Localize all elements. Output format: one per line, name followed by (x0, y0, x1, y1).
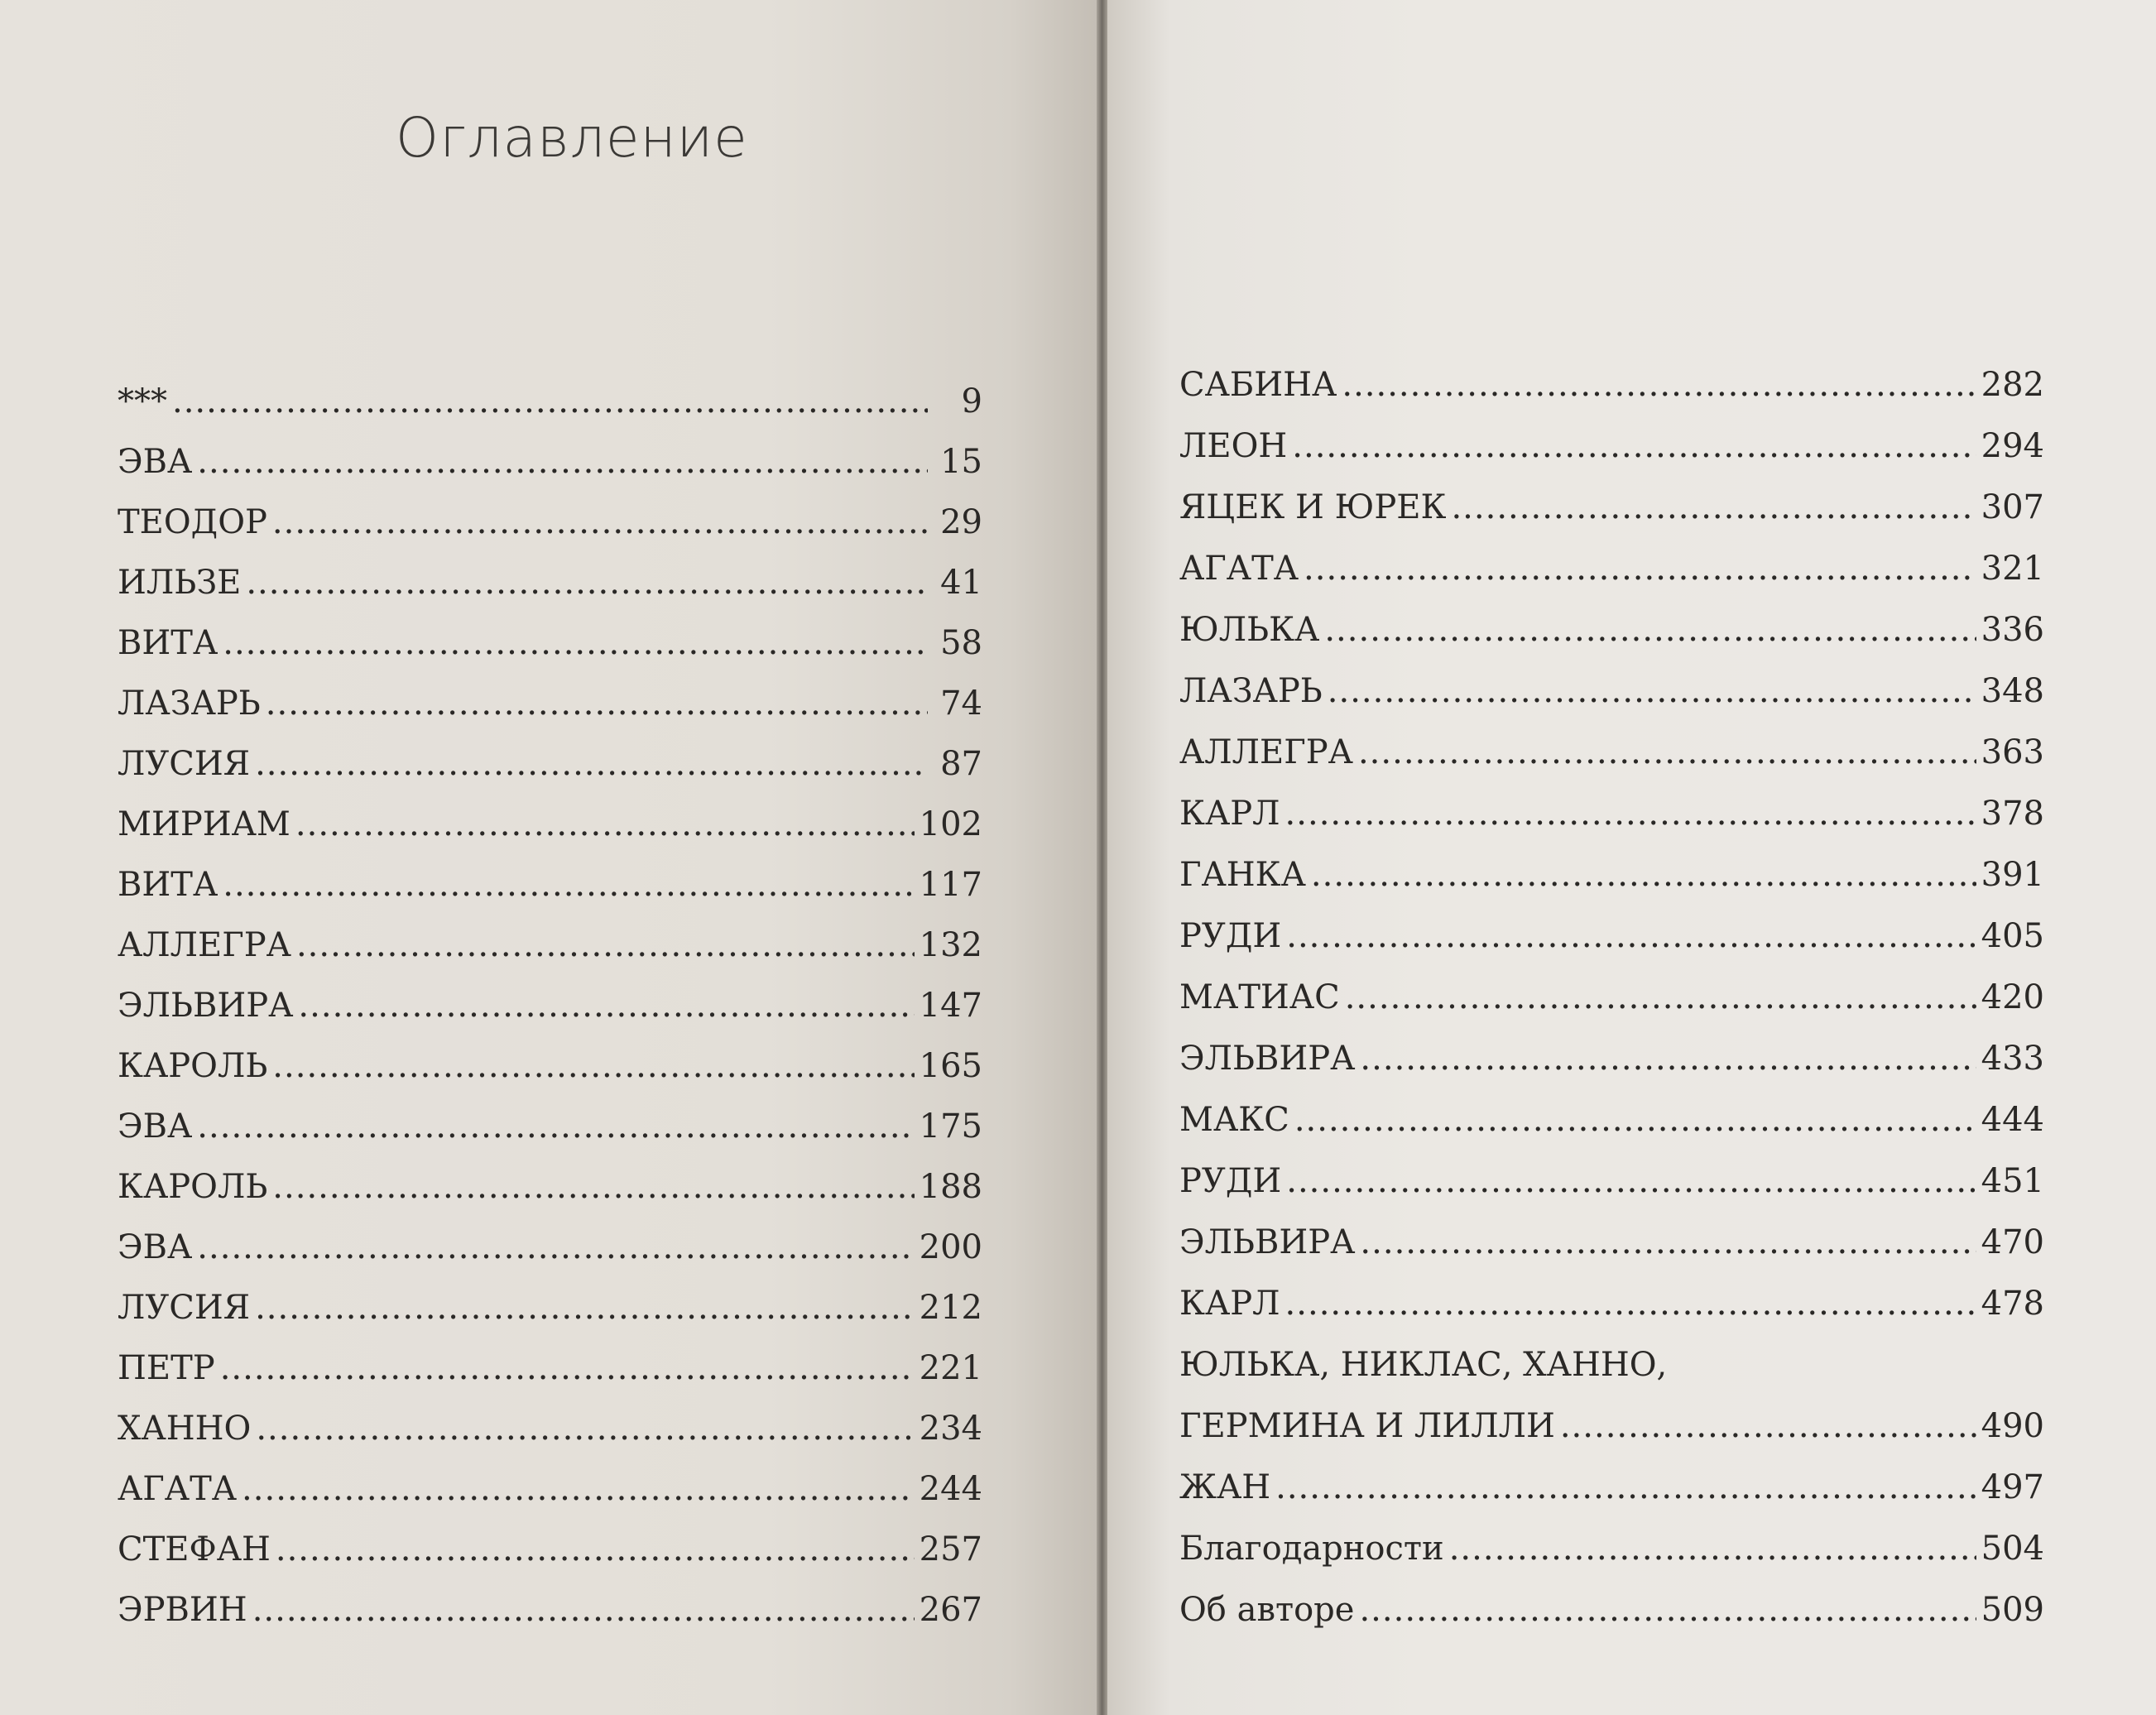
toc-entry-page-number: 267 (919, 1591, 982, 1629)
toc-entry-label: ВИТА (118, 866, 218, 904)
toc-dot-leader (172, 372, 928, 432)
toc-entry (1179, 783, 2044, 844)
toc-entry-label: ЭВА (118, 1107, 193, 1146)
toc-entry-page-number: 117 (919, 866, 982, 904)
toc-entry-page-number: 294 (1981, 427, 2044, 465)
toc-entry-page-number: 509 (1981, 1591, 2044, 1629)
toc-entry (118, 1459, 982, 1520)
toc-dot-leader (1560, 1396, 1976, 1457)
toc-entry (118, 613, 982, 674)
toc-dot-leader (1304, 538, 1976, 599)
toc-dot-leader (276, 1520, 915, 1580)
toc-entry (1179, 416, 2044, 477)
toc-left-column (118, 372, 982, 1641)
toc-dot-leader (220, 1338, 915, 1399)
toc-entry-label: ЮЛЬКА (1179, 611, 1320, 649)
toc-entry (118, 1278, 982, 1338)
toc-entry-page-number: 132 (919, 926, 982, 964)
toc-entry-label: ИЛЬЗЕ (118, 564, 242, 602)
toc-dot-leader (272, 1036, 914, 1097)
toc-dot-leader (1292, 416, 1976, 477)
toc-entry (118, 1036, 982, 1097)
toc-entry-page-number: 234 (919, 1410, 982, 1448)
toc-title: Оглавление (396, 106, 748, 170)
toc-entry-label: ЖАН (1179, 1468, 1271, 1506)
toc-entry-label: ЯЦЕК И ЮРЕК (1179, 488, 1447, 526)
toc-entry-label: АЛЛЕГРА (1179, 733, 1353, 771)
toc-dot-leader (1360, 1212, 1976, 1273)
toc-entry (118, 915, 982, 976)
toc-entry (1179, 1151, 2044, 1212)
toc-entry (1179, 538, 2044, 599)
toc-entry-page-number: 504 (1981, 1530, 2044, 1568)
toc-dot-leader (1451, 477, 1976, 538)
toc-entry (118, 1218, 982, 1278)
toc-entry-label: *** (118, 382, 167, 420)
toc-dot-leader (1285, 1273, 1976, 1334)
toc-dot-leader (246, 553, 928, 613)
toc-dot-leader (1345, 967, 1976, 1028)
toc-entry-page-number: 9 (961, 382, 982, 420)
toc-entry (1179, 906, 2044, 967)
toc-entry-label: ЭЛЬВИРА (1179, 1223, 1356, 1261)
toc-entry-page-number: 74 (940, 685, 982, 723)
toc-dot-leader (1360, 1028, 1976, 1089)
toc-entry-page-number: 175 (919, 1107, 982, 1146)
toc-dot-leader (197, 432, 928, 492)
toc-entry-page-number: 378 (1981, 795, 2044, 833)
toc-entry (1179, 1457, 2044, 1518)
toc-entry (1179, 844, 2044, 906)
toc-dot-leader (1286, 1151, 1976, 1212)
book-gutter (1097, 0, 1107, 1715)
toc-dot-leader (223, 613, 928, 674)
toc-entry (1179, 1396, 2044, 1457)
toc-dot-leader (1324, 599, 1976, 661)
toc-dot-leader (1285, 783, 1976, 844)
toc-entry-label: ЭВА (118, 1228, 193, 1266)
toc-dot-leader (255, 734, 928, 795)
toc-dot-leader (242, 1459, 915, 1520)
toc-entry-page-number: 405 (1981, 917, 2044, 955)
toc-dot-leader (295, 795, 915, 855)
toc-entry-label: САБИНА (1179, 366, 1337, 404)
toc-entry-page-number: 200 (919, 1228, 982, 1266)
toc-entry-page-number: 307 (1981, 488, 2044, 526)
toc-entry (1179, 599, 2044, 661)
toc-entry (1179, 354, 2044, 416)
toc-entry-page-number: 102 (919, 805, 982, 843)
toc-entry-page-number: 221 (919, 1349, 982, 1387)
toc-dot-leader (1275, 1457, 1976, 1518)
toc-entry-page-number: 257 (919, 1530, 982, 1568)
toc-entry-label: ЭЛЬВИРА (118, 987, 294, 1025)
toc-entry-label: КАРЛ (1179, 1285, 1280, 1323)
toc-entry-page-number: 147 (919, 987, 982, 1025)
toc-entry (118, 1097, 982, 1157)
toc-entry-label: ПЕТР (118, 1349, 215, 1387)
toc-entry-label: АГАТА (118, 1470, 238, 1508)
toc-entry-label: ГАНКА (1179, 856, 1306, 894)
toc-entry (1179, 1579, 2044, 1641)
toc-entry-label: ВИТА (118, 624, 218, 662)
toc-dot-leader (1328, 661, 1976, 722)
toc-entry-label: КАРОЛЬ (118, 1047, 268, 1085)
toc-entry-page-number: 58 (940, 624, 982, 662)
toc-entry-page-number: 29 (940, 503, 982, 541)
toc-entry-label: ЭВА (118, 443, 193, 481)
toc-entry-page-number: 87 (940, 745, 982, 783)
toc-entry (118, 976, 982, 1036)
toc-entry (1179, 1518, 2044, 1579)
toc-dot-leader (296, 915, 915, 976)
toc-entry-label: ТЕОДОР (118, 503, 267, 541)
toc-entry (1179, 967, 2044, 1028)
toc-entry-label: МИРИАМ (118, 805, 291, 843)
toc-entry-label: ЭРВИН (118, 1591, 247, 1629)
toc-entry-label: СТЕФАН (118, 1530, 271, 1568)
toc-entry-label: ХАННО (118, 1410, 252, 1448)
toc-entry-label: ГЕРМИНА И ЛИЛЛИ (1179, 1407, 1555, 1445)
toc-entry (118, 1157, 982, 1218)
toc-entry-label: МАТИАС (1179, 978, 1340, 1016)
toc-dot-leader (1358, 722, 1976, 783)
toc-entry (1179, 1212, 2044, 1273)
toc-entry-page-number: 15 (940, 443, 982, 481)
toc-entry-label: ЛАЗАРЬ (1179, 672, 1323, 710)
toc-entry-page-number: 420 (1981, 978, 2044, 1016)
toc-entry-page-number: 433 (1981, 1040, 2044, 1078)
toc-entry (118, 855, 982, 915)
toc-entry-label: РУДИ (1179, 1162, 1282, 1200)
toc-dot-leader (266, 674, 928, 734)
toc-dot-leader (1286, 906, 1976, 967)
toc-entry-page-number: 478 (1981, 1285, 2044, 1323)
toc-entry-page-number: 336 (1981, 611, 2044, 649)
toc-entry-label: АЛЛЕГРА (118, 926, 291, 964)
toc-entry-page-number: 212 (919, 1289, 982, 1327)
toc-entry-label: ЛЕОН (1179, 427, 1288, 465)
toc-entry (118, 1520, 982, 1580)
toc-entry-page-number: 470 (1981, 1223, 2044, 1261)
toc-entry-label: РУДИ (1179, 917, 1282, 955)
toc-entry-page-number: 348 (1981, 672, 2044, 710)
toc-entry-page-number: 391 (1981, 856, 2044, 894)
toc-entry (1179, 661, 2044, 722)
toc-dot-leader (255, 1278, 915, 1338)
toc-dot-leader (1449, 1518, 1976, 1579)
toc-entry (118, 795, 982, 855)
toc-entry-label: Благодарности (1179, 1530, 1444, 1568)
toc-entry-page-number: 444 (1981, 1101, 2044, 1139)
toc-entry (118, 492, 982, 553)
toc-entry-label: ЛАЗАРЬ (118, 685, 261, 723)
toc-dot-leader (272, 1157, 914, 1218)
toc-dot-leader (272, 492, 928, 553)
toc-entry (118, 432, 982, 492)
toc-entry (1179, 1089, 2044, 1151)
toc-dot-leader (252, 1580, 915, 1641)
toc-entry (118, 734, 982, 795)
toc-entry-label: КАРЛ (1179, 795, 1280, 833)
toc-entry (118, 1338, 982, 1399)
toc-entry (1179, 722, 2044, 783)
toc-entry-label: Об авторе (1179, 1591, 1355, 1629)
toc-entry-page-number: 451 (1981, 1162, 2044, 1200)
toc-entry (1179, 1028, 2044, 1089)
toc-dot-leader (1294, 1089, 1976, 1151)
toc-dot-leader (1311, 844, 1976, 906)
toc-entry-multiline-first-line: ЮЛЬКА, НИКЛАС, ХАННО, (1179, 1346, 1668, 1384)
toc-entry-page-number: 363 (1981, 733, 2044, 771)
toc-entry-page-number: 165 (919, 1047, 982, 1085)
toc-entry-label: ЛУСИЯ (118, 745, 251, 783)
toc-dot-leader (223, 855, 914, 915)
toc-entry (118, 553, 982, 613)
toc-entry (118, 1399, 982, 1459)
toc-dot-leader (197, 1097, 914, 1157)
toc-entry (1179, 477, 2044, 538)
toc-entry-page-number: 490 (1981, 1407, 2044, 1445)
toc-entry-page-number: 282 (1981, 366, 2044, 404)
toc-entry-page-number: 244 (919, 1470, 982, 1508)
toc-entry-label: ЛУСИЯ (118, 1289, 251, 1327)
toc-entry-label: ЭЛЬВИРА (1179, 1040, 1356, 1078)
toc-dot-leader (298, 976, 914, 1036)
toc-dot-leader (1342, 354, 1976, 416)
toc-dot-leader (1359, 1579, 1976, 1641)
toc-entry (118, 674, 982, 734)
toc-entry-label: МАКС (1179, 1101, 1289, 1139)
toc-entry-page-number: 188 (919, 1168, 982, 1206)
toc-entry (118, 372, 982, 432)
toc-entry-page-number: 497 (1981, 1468, 2044, 1506)
toc-right-column (1179, 354, 2044, 1641)
toc-entry-label: АГАТА (1179, 550, 1299, 588)
toc-entry-label: КАРОЛЬ (118, 1168, 268, 1206)
toc-entry (1179, 1273, 2044, 1334)
toc-entry-page-number: 321 (1981, 550, 2044, 588)
toc-entry (118, 1580, 982, 1641)
toc-dot-leader (256, 1399, 914, 1459)
toc-entry-page-number: 41 (940, 564, 982, 602)
toc-dot-leader (197, 1218, 914, 1278)
